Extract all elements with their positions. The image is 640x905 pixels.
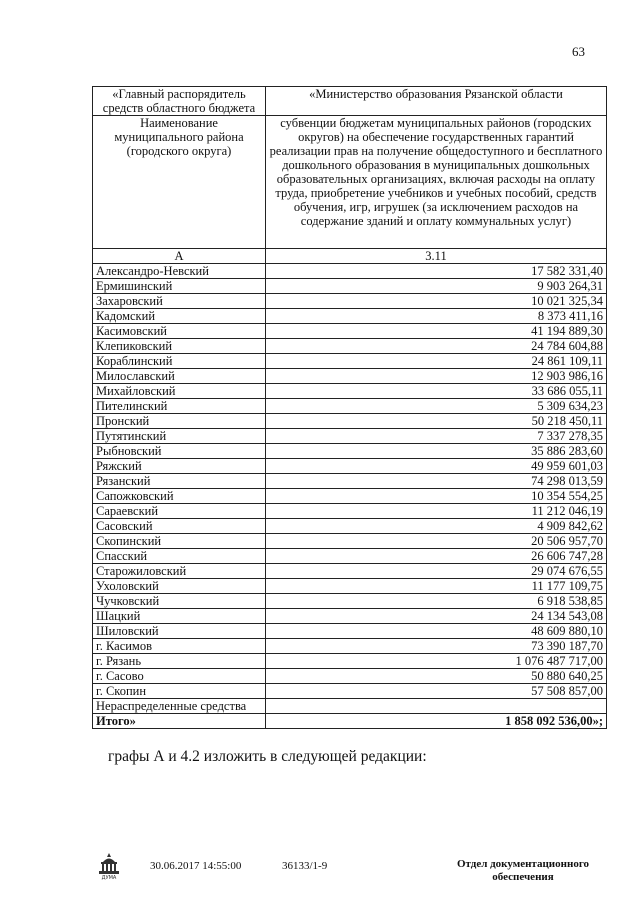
table-row	[93, 339, 607, 354]
code-cell-311: 3.11	[266, 249, 607, 264]
district-name: Сараевский	[93, 504, 266, 519]
district-name: Рязанский	[93, 474, 266, 489]
table-row	[93, 444, 607, 459]
district-name: Касимовский	[93, 324, 266, 339]
district-name: Милославский	[93, 369, 266, 384]
subsidy-amount: 49 959 601,03	[266, 459, 607, 474]
subsidy-amount: 50 880 640,25	[266, 669, 607, 684]
district-name: Нераспределенные средства	[93, 699, 266, 714]
table-row	[93, 459, 607, 474]
table-row	[93, 699, 607, 714]
subsidy-amount: 9 903 264,31	[266, 279, 607, 294]
district-name: Сасовский	[93, 519, 266, 534]
subsidy-amount: 26 606 747,28	[266, 549, 607, 564]
subsidy-amount: 24 134 543,08	[266, 609, 607, 624]
subsidy-amount: 10 021 325,34	[266, 294, 607, 309]
subsidy-amount: 7 337 278,35	[266, 429, 607, 444]
table-row	[93, 474, 607, 489]
subsidy-amount: 57 508 857,00	[266, 684, 607, 699]
district-name: Ухоловский	[93, 579, 266, 594]
table-row	[93, 264, 607, 279]
district-name: Шацкий	[93, 609, 266, 624]
footer-department: Отдел документационного обеспечения	[456, 858, 590, 883]
subsidy-amount: 73 390 187,70	[266, 639, 607, 654]
subsidy-amount: 33 686 055,11	[266, 384, 607, 399]
duma-emblem-icon	[98, 852, 120, 880]
table-row	[93, 294, 607, 309]
table-row	[93, 489, 607, 504]
district-name: г. Рязань	[93, 654, 266, 669]
header-cell-district-name: Наименование муниципального района (городского округа)	[93, 116, 266, 249]
subsidy-amount	[266, 699, 607, 714]
district-name: г. Сасово	[93, 669, 266, 684]
code-cell-a: А	[93, 249, 266, 264]
table-row	[93, 369, 607, 384]
subsidy-amount: 5 309 634,23	[266, 399, 607, 414]
table-code-row	[93, 249, 607, 264]
district-name: Кораблинский	[93, 354, 266, 369]
district-name: Скопинский	[93, 534, 266, 549]
svg-text:ДУМА: ДУМА	[101, 875, 117, 880]
footer-doc-number: 36133/1-9	[282, 860, 328, 872]
subsidy-amount: 8 373 411,16	[266, 309, 607, 324]
subsidy-amount: 11 212 046,19	[266, 504, 607, 519]
table-header-row	[93, 116, 607, 249]
total-amount: 1 858 092 536,00»;	[266, 714, 607, 729]
district-name: Рыбновский	[93, 444, 266, 459]
district-name: Чучковский	[93, 594, 266, 609]
header-cell-subsidy-description: субвенции бюджетам муниципальных районов (городских округов) на обеспечение государственных гарантий реализации прав на получение общедоступного и бесплатного дошкольного образования в муниципальных дошкольных образовательных организациях, включая расходы на оплату труда, приобретение учебников и учебных пособий, средств обучения, игр, игрушек (за исключением расходов на содержание зданий и оплату коммунальных услуг)	[266, 116, 607, 249]
subsidy-amount: 1 076 487 717,00	[266, 654, 607, 669]
header-cell-distributor: «Главный распорядитель средств областного бюджета	[93, 87, 266, 116]
table-row	[93, 684, 607, 699]
district-name: Михайловский	[93, 384, 266, 399]
district-name: Александро-Невский	[93, 264, 266, 279]
header-cell-ministry: «Министерство образования Рязанской области	[266, 87, 607, 116]
table-row	[93, 564, 607, 579]
table-row	[93, 549, 607, 564]
subsidy-amount: 10 354 554,25	[266, 489, 607, 504]
subsidy-amount: 20 506 957,70	[266, 534, 607, 549]
subsidy-amount: 29 074 676,55	[266, 564, 607, 579]
table-row	[93, 354, 607, 369]
district-name: г. Касимов	[93, 639, 266, 654]
table-row	[93, 399, 607, 414]
amendment-text: графы А и 4.2 изложить в следующей редакции:	[108, 748, 427, 765]
district-name: Пителинский	[93, 399, 266, 414]
table-row	[93, 279, 607, 294]
district-name: Шиловский	[93, 624, 266, 639]
district-name: Клепиковский	[93, 339, 266, 354]
table-row	[93, 594, 607, 609]
district-name: Захаровский	[93, 294, 266, 309]
subsidy-amount: 6 918 538,85	[266, 594, 607, 609]
table-row	[93, 669, 607, 684]
subsidy-amount: 24 784 604,88	[266, 339, 607, 354]
subsidy-amount: 74 298 013,59	[266, 474, 607, 489]
footer-datetime: 30.06.2017 14:55:00	[150, 860, 242, 872]
subsidy-amount: 35 886 283,60	[266, 444, 607, 459]
district-name: г. Скопин	[93, 684, 266, 699]
table-row	[93, 429, 607, 444]
table-row	[93, 519, 607, 534]
table-row	[93, 324, 607, 339]
subsidy-amount: 48 609 880,10	[266, 624, 607, 639]
table-row	[93, 309, 607, 324]
subsidy-amount: 41 194 889,30	[266, 324, 607, 339]
district-name: Старожиловский	[93, 564, 266, 579]
table-row	[93, 504, 607, 519]
district-name: Пронский	[93, 414, 266, 429]
total-label: Итого»	[93, 714, 266, 729]
district-name: Кадомский	[93, 309, 266, 324]
table-row	[93, 624, 607, 639]
table-header-row	[93, 87, 607, 116]
subsidy-amount: 11 177 109,75	[266, 579, 607, 594]
total-row	[93, 714, 607, 729]
table-row	[93, 384, 607, 399]
subsidy-amount: 12 903 986,16	[266, 369, 607, 384]
subsidy-amount: 4 909 842,62	[266, 519, 607, 534]
district-name: Спасский	[93, 549, 266, 564]
table-row	[93, 579, 607, 594]
table-row	[93, 414, 607, 429]
district-name: Ермишинский	[93, 279, 266, 294]
district-name: Сапожковский	[93, 489, 266, 504]
table-row	[93, 639, 607, 654]
table-row	[93, 609, 607, 624]
district-name: Путятинский	[93, 429, 266, 444]
subsidy-amount: 17 582 331,40	[266, 264, 607, 279]
page-number: 63	[572, 44, 585, 59]
table-row	[93, 534, 607, 549]
subsidy-amount: 24 861 109,11	[266, 354, 607, 369]
table-row	[93, 654, 607, 669]
subsidy-amount: 50 218 450,11	[266, 414, 607, 429]
district-name: Ряжский	[93, 459, 266, 474]
subsidy-table	[92, 86, 607, 729]
